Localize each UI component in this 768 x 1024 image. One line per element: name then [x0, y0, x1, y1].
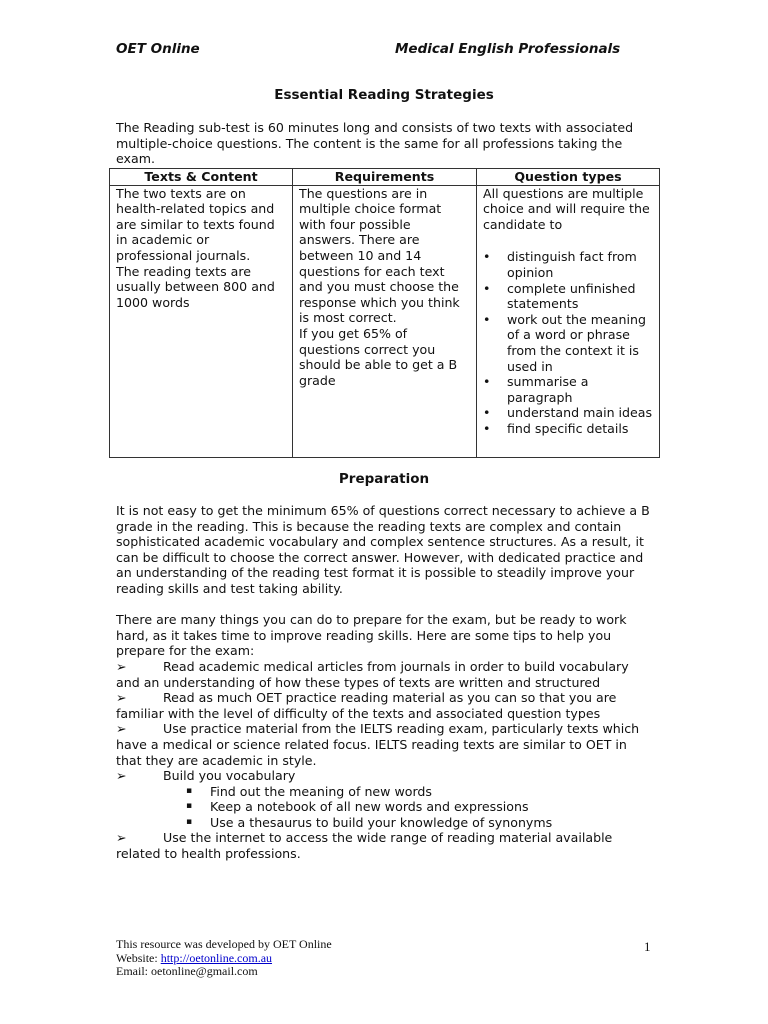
footer-website: Website: http://oetonline.com.au	[116, 950, 273, 965]
list-item: • distinguish fact from opinion	[483, 249, 637, 280]
question-types-intro: All questions are multiple choice and will require the candidate to	[483, 185, 650, 232]
tip-item: ➢ Read academic medical articles from journals in order to build vocabulary and an understanding of how these types of texts are written and structured	[116, 658, 629, 690]
square-bullet-icon: ▪	[186, 785, 193, 796]
tip-item: ➢ Use practice material from the IELTS reading exam, particularly texts which have a medical or science related focus. IELTS reading texts are similar to OET in that they are academic in style.	[116, 721, 640, 768]
texts-content-cell	[110, 185, 293, 457]
tip-item: ➢ Build you vocabulary	[116, 768, 296, 784]
footer	[116, 938, 332, 979]
subtip-item: ▪ Keep a notebook of all new words and expressions	[186, 799, 529, 815]
table-row	[110, 185, 660, 457]
arrow-bullet-icon: ➢	[116, 721, 127, 737]
list-item: • complete unfinished statements	[483, 280, 636, 312]
footer-credit: This resource was developed by OET Online	[116, 937, 332, 951]
bullet-icon: •	[483, 374, 491, 390]
list-item: • understand main ideas	[483, 405, 653, 421]
arrow-bullet-icon: ➢	[116, 768, 127, 784]
tip-item: ➢ Read as much OET practice reading material as you can so that you are familiar with the level of difficulty of the texts and associated question types	[116, 690, 617, 721]
column-header: Texts & Content	[110, 169, 293, 186]
footer-email: Email: oetonline@gmail.com	[116, 964, 258, 978]
vocabulary-subtips	[116, 784, 656, 831]
page-number: 1	[644, 939, 651, 954]
requirements-text: The questions are in multiple choice format with four possible answers. There are between 10 and 14 questions for each text and you must choose the response which you think is most correct. If you get 65% of questions correct you should be able to get a B grade	[299, 185, 460, 388]
table-header-row	[110, 169, 660, 186]
preparation-body	[116, 503, 656, 862]
bullet-icon: •	[483, 249, 491, 265]
requirements-cell	[293, 185, 477, 457]
preparation-heading: Preparation	[338, 471, 430, 487]
question-types-cell	[477, 185, 660, 457]
page-title: Essential Reading Strategies	[274, 87, 494, 103]
arrow-bullet-icon: ➢	[116, 658, 127, 674]
column-header: Requirements	[293, 169, 477, 186]
bullet-icon: •	[483, 405, 491, 421]
column-header: Question types	[477, 169, 660, 186]
tip-item: ➢ Use the internet to access the wide range of reading material available related to health professions.	[116, 830, 613, 862]
bullet-icon: •	[483, 420, 491, 436]
website-link[interactable]: http://oetonline.com.au	[160, 950, 273, 965]
subtip-item: ▪ Find out the meaning of new words	[186, 783, 432, 799]
subtip-item: ▪ Use a thesaurus to build your knowledge of synonyms	[186, 814, 553, 830]
header-left: OET Online	[116, 41, 200, 57]
list-item: • find specific details	[483, 420, 629, 436]
square-bullet-icon: ▪	[186, 816, 193, 827]
bullet-icon: •	[483, 280, 491, 296]
header-right: Medical English Professionals	[395, 41, 621, 57]
texts-content-text: The two texts are on health-related topics and are similar to texts found in academic or professional journals. The reading texts are usually between 800 and 1000 words	[116, 185, 275, 310]
question-types-list	[483, 249, 653, 436]
list-item: • work out the meaning of a word or phrase from the context it is used in	[483, 311, 646, 374]
preparation-paragraph-2: There are many things you can do to prepare for the exam, but be ready to work hard, as it takes time to improve reading skills. Here are some tips to help you prepare for the exam:	[116, 612, 627, 659]
bullet-icon: •	[483, 311, 491, 327]
reading-strategies-table	[109, 168, 660, 458]
square-bullet-icon: ▪	[186, 801, 193, 812]
arrow-bullet-icon: ➢	[116, 830, 127, 846]
intro-paragraph: The Reading sub-test is 60 minutes long and consists of two texts with associated multiple-choice questions. The content is the same for all professions taking the exam.	[116, 120, 634, 167]
preparation-paragraph-1: It is not easy to get the minimum 65% of questions correct necessary to achieve a B grade in the reading. This is because the reading texts are complex and contain sophisticated academic vocabulary and complex sentence structures. As a result, it can be difficult to choose the correct answer. However, with dedicated practice and an understanding of the reading test format it is possible to steadily improve your reading skills and test taking ability.	[116, 503, 650, 596]
list-item: • summarise a paragraph	[483, 374, 589, 405]
arrow-bullet-icon: ➢	[116, 690, 127, 706]
